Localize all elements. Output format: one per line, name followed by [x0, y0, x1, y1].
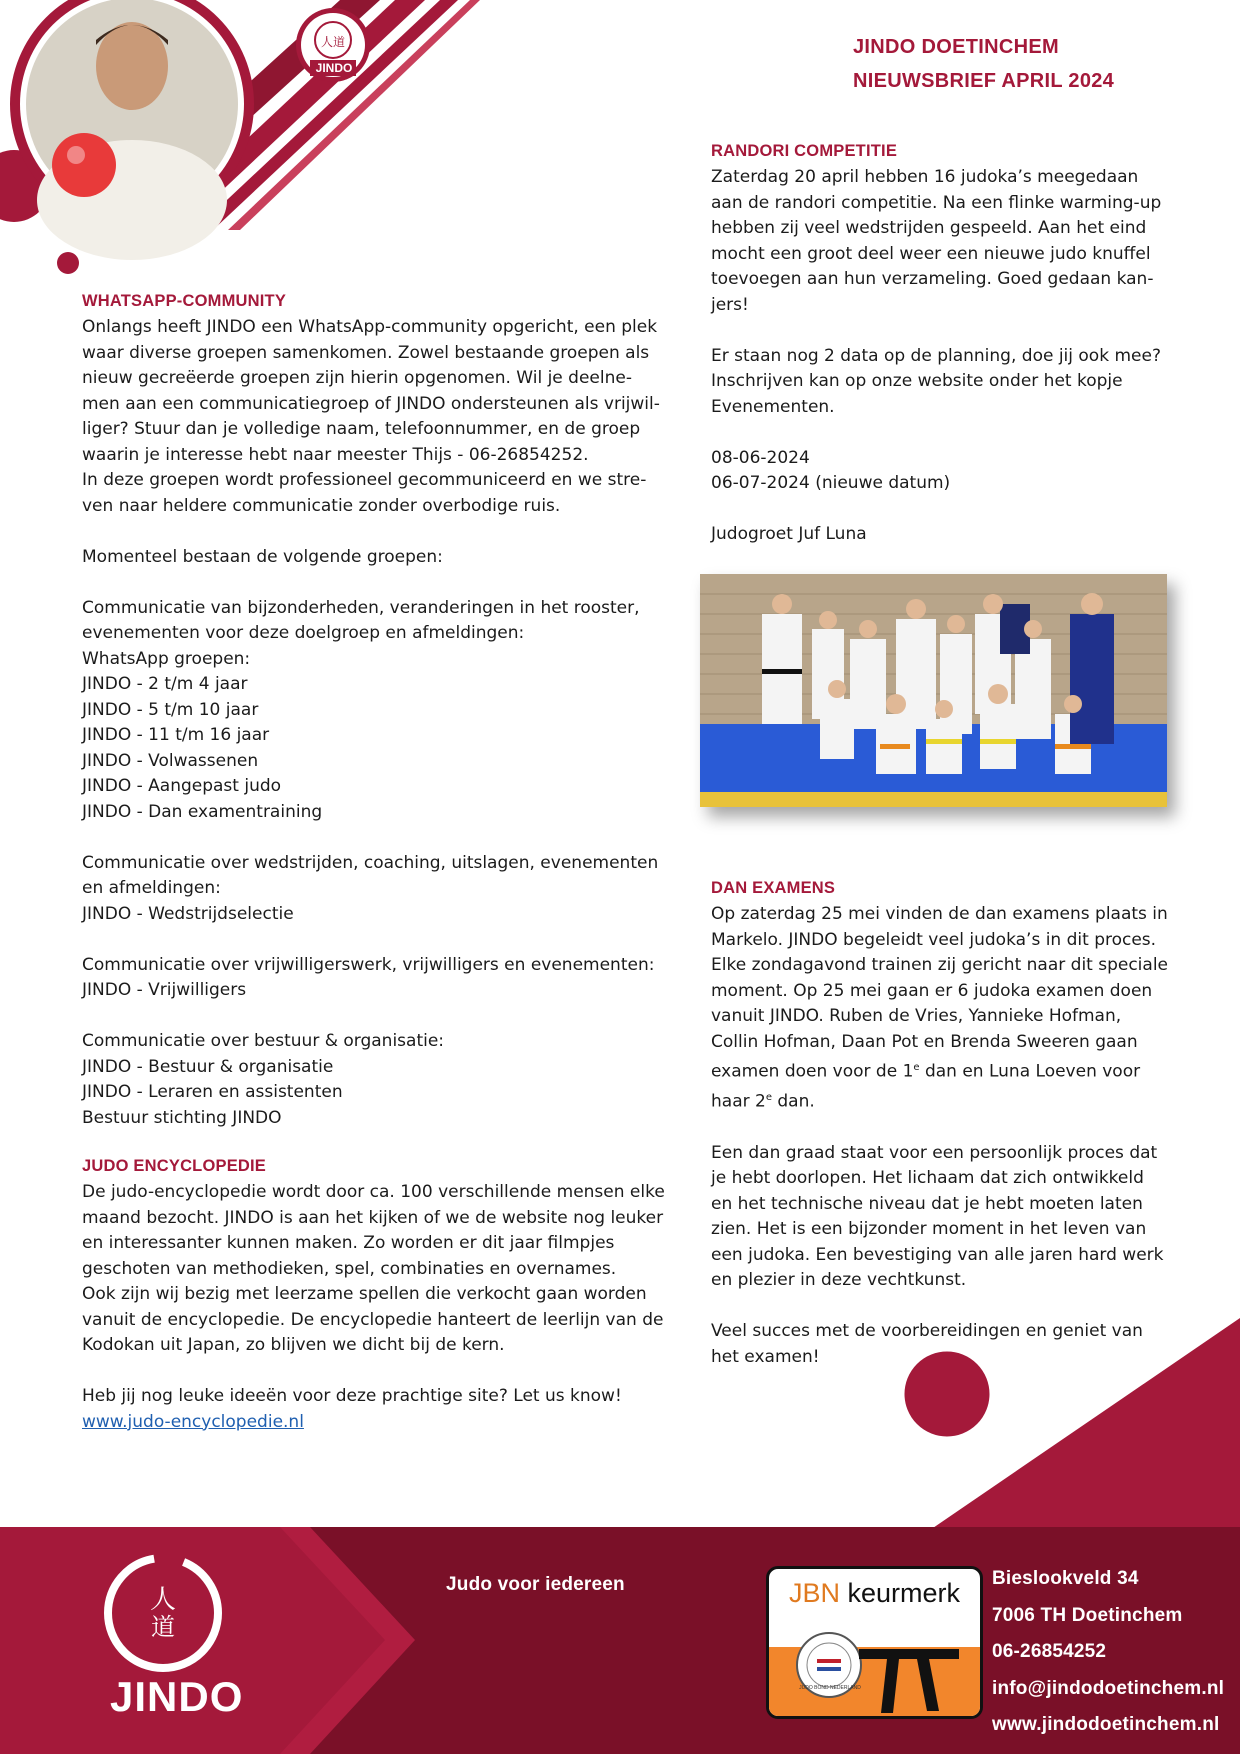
body-line: hebben zij veel wedstrijden gespeeld. Aan het eind — [711, 218, 1147, 238]
dan-body-1 — [711, 902, 1191, 1055]
body-line: WhatsApp groepen: — [82, 648, 251, 669]
body-line: Bestuur stichting JINDO — [82, 1107, 282, 1128]
body-line: Communicatie van bijzonderheden, veranderingen in het rooster, — [82, 597, 640, 618]
section-heading: JUDO ENCYCLOPEDIE — [82, 1157, 267, 1175]
body-line: Er staan nog 2 data op de planning, doe jij ook mee? — [711, 345, 1161, 366]
body-line: men aan een communicatiegroep of JINDO ondersteunen als vrijwil- — [82, 393, 660, 414]
body-line: nieuw gecreëerde groepen zijn hierin opgenomen. Wil je deelne- — [82, 368, 632, 388]
body-line — [82, 519, 682, 545]
section-heading: WHATSAPP-COMMUNITY — [82, 292, 287, 310]
body-line — [82, 1004, 682, 1030]
body-line: Een dan graad staat voor een persoonlijk proces dat — [711, 1142, 1158, 1163]
dan-sup-line-1: examen doen voor de 1e dan en Luna Loeven voor — [711, 1061, 1141, 1082]
body-line: Collin Hofman, Daan Pot en Brenda Sweeren gaan — [711, 1031, 1138, 1052]
body-line: maand bezocht. JINDO is aan het kijken of we de website nog leuker — [82, 1207, 664, 1228]
svg-text:道: 道 — [151, 1613, 175, 1641]
footer-logo-text: JINDO — [110, 1673, 244, 1720]
newsletter-org: JINDO DOETINCHEM — [853, 36, 1059, 58]
body-line: Onlangs heeft JINDO een WhatsApp-community opgericht, een plek — [82, 317, 658, 337]
body-line: JINDO - Volwassenen — [82, 750, 259, 771]
body-line: waarin je interesse hebt naar meester Thijs - 06-26854252. — [82, 444, 589, 465]
body-line: liger? Stuur dan je volledige naam, telefoonnummer, en de groep — [82, 419, 641, 439]
body-line: en afmeldingen: — [82, 878, 221, 898]
body-line — [711, 1115, 1191, 1141]
body-line: evenementen voor deze doelgroep en afmeldingen: — [82, 623, 525, 643]
address-street: Bieslookveld 34 — [992, 1568, 1139, 1589]
logo-small-text: JINDO — [315, 61, 353, 75]
body-line: moment. Op 25 mei gaan er 6 judoka examen doen — [711, 980, 1153, 1001]
body-line: Zaterdag 20 april hebben 16 judoka’s meegedaan — [711, 167, 1139, 187]
badge-seal-text: JUDO BOND NEDERLAND — [799, 1685, 861, 1691]
jbn-keurmerk-badge — [766, 1566, 983, 1719]
body-line: JINDO - 11 t/m 16 jaar — [82, 725, 270, 745]
body-line: JINDO - Bestuur & organisatie — [82, 1056, 334, 1077]
whatsapp-body — [82, 315, 682, 1131]
body-line — [711, 420, 1191, 446]
body-line: JINDO - Dan examentraining — [82, 801, 323, 822]
body-line — [711, 318, 1191, 344]
randori-body — [711, 165, 1191, 548]
body-line: aan de randori competitie. Na een flinke warming-up — [711, 192, 1162, 213]
body-line: De judo-encyclopedie wordt door ca. 100 verschillende mensen elke — [82, 1182, 665, 1202]
body-line: Ook zijn wij bezig met leerzame spellen die verkocht gaan worden — [82, 1284, 647, 1304]
body-line: Communicatie over vrijwilligerswerk, vrijwilligers en evenementen: — [82, 954, 655, 975]
body-line: JINDO - 5 t/m 10 jaar — [82, 699, 259, 720]
newsletter-issue: NIEUWSBRIEF APRIL 2024 — [853, 70, 1115, 92]
body-line: Elke zondagavond trainen zij gericht naar dit speciale — [711, 955, 1169, 975]
body-line: vanuit JINDO. Ruben de Vries, Yannieke Hofman, — [711, 1006, 1122, 1026]
body-line: Communicatie over wedstrijden, coaching, uitslagen, evenementen — [82, 852, 659, 873]
body-line: Heb jij nog leuke ideeën voor deze prachtige site? Let us know! — [82, 1386, 622, 1406]
body-line: Kodokan uit Japan, zo blijven we dicht bij de kern. — [82, 1335, 505, 1355]
body-line: In deze groepen wordt professioneel gecommuniceerd en we stre- — [82, 470, 647, 490]
body-line — [82, 927, 682, 953]
svg-text:人道: 人道 — [320, 35, 346, 49]
body-line: 06-07-2024 (nieuwe datum) — [711, 473, 951, 493]
body-line: JINDO - Aangepast judo — [82, 776, 282, 796]
encyclopedie-link[interactable]: www.judo-encyclopedie.nl — [82, 1411, 304, 1432]
body-line: JINDO - Leraren en assistenten — [82, 1082, 343, 1102]
body-line: Markelo. JINDO begeleidt veel judoka’s in dit proces. — [711, 929, 1157, 950]
dan-sup-line-2: haar 2e dan. — [711, 1091, 815, 1112]
body-line: JINDO - Wedstrijdselectie — [82, 903, 294, 924]
body-line: Communicatie over bestuur & organisatie: — [82, 1031, 445, 1051]
body-line — [82, 570, 682, 596]
body-line: 08-06-2024 — [711, 447, 810, 468]
footer-slogan: Judo voor iedereen — [446, 1574, 625, 1595]
body-line: JINDO - Vrijwilligers — [82, 980, 247, 1000]
section-whatsapp — [82, 292, 682, 1131]
body-line: jers! — [711, 294, 749, 315]
body-line: Judogroet Juf Luna — [711, 524, 867, 544]
body-line: vanuit de encyclopedie. De encyclopedie hanteert de leerlijn van de — [82, 1309, 664, 1330]
body-line: Veel succes met de voorbereidingen en geniet van — [711, 1321, 1143, 1342]
body-line: ven naar heldere communicatie zonder overbodige ruis. — [82, 495, 561, 516]
group-photo — [700, 574, 1167, 807]
newsletter-title — [853, 30, 1114, 98]
address-email[interactable]: info@jindodoetinchem.nl — [992, 1677, 1225, 1699]
badge-seal — [769, 1613, 980, 1716]
body-line: toevoegen aan hun verzameling. Goed gedaan kan- — [711, 269, 1154, 289]
address-phone: 06-26854252 — [992, 1641, 1107, 1662]
body-line: zien. Het is een bijzonder moment in het leven van — [711, 1219, 1147, 1240]
body-line: en interessanter kunnen maken. Zo worden er dit jaar filmpjes — [82, 1233, 615, 1253]
address-website[interactable]: www.jindodoetinchem.nl — [992, 1714, 1220, 1735]
body-line: JINDO - 2 t/m 4 jaar — [82, 674, 248, 694]
body-line: Op zaterdag 25 mei vinden de dan examens plaats in — [711, 904, 1168, 924]
body-line: mocht een groot deel weer een nieuwe judo knuffel — [711, 243, 1151, 264]
body-line: je hebt doorlopen. Het lichaam dat zich ontwikkeld — [711, 1168, 1144, 1189]
section-heading: DAN EXAMENS — [711, 879, 836, 897]
body-line: en plezier in deze vechtkunst. — [711, 1270, 967, 1291]
body-line: en het technische niveau dat je hebt moeten laten — [711, 1193, 1143, 1214]
body-line — [711, 497, 1191, 523]
section-heading: RANDORI COMPETITIE — [711, 142, 898, 160]
svg-text:人: 人 — [149, 1585, 177, 1615]
address-city: 7006 TH Doetinchem — [992, 1604, 1183, 1626]
body-line: Evenementen. — [711, 396, 835, 417]
body-line: Momenteel bestaan de volgende groepen: — [82, 546, 443, 567]
body-line: Inschrijven kan op onze website onder het kopje — [711, 371, 1123, 391]
footer-address — [992, 1561, 1224, 1744]
body-line: het examen! — [711, 1346, 820, 1367]
header-decoration — [0, 0, 520, 290]
body-line — [82, 825, 682, 851]
badge-title: JBN keurmerk — [788, 1577, 961, 1608]
body-line: een judoka. Een bevestiging van alle jaren hard werk — [711, 1244, 1164, 1265]
section-randori — [711, 142, 1191, 548]
body-line: waar diverse groepen samenkomen. Zowel bestaande groepen als — [82, 342, 650, 363]
body-line: geschoten van methodieken, spel, combinaties en overnames. — [82, 1258, 617, 1279]
